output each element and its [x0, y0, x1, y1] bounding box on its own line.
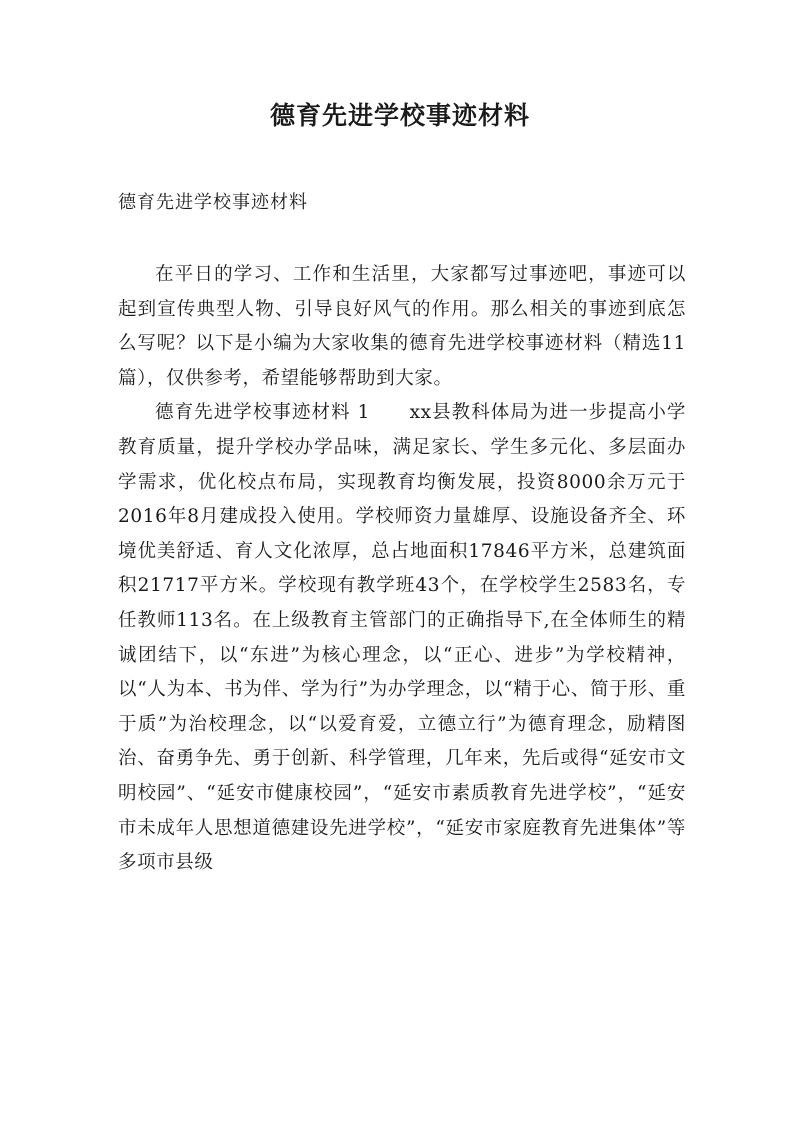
document-subtitle: 德育先进学校事迹材料: [118, 192, 308, 213]
document-body: [118, 258, 686, 881]
intro-paragraph: 在平日的学习、工作和生活里，大家都写过事迹吧，事迹可以起到宣传典型人物、引导良好风气的作用。那么相关的事迹到底怎么写呢？以下是小编为大家收集的德育先进学校事迹材料（精选11篇），仅供参考，希望能够帮助到大家。: [118, 264, 686, 389]
article-paragraph: 德育先进学校事迹材料 1 xx县教科体局为进一步提高小学教育质量，提升学校办学品味，满足家长、学生多元化、多层面办学需求，优化校点布局，实现教育均衡发展，投资8000余万元于2016年8月建成投入使用。学校师资力量雄厚、设施设备齐全、环境优美舒适、育人文化浓厚，总占地面积17846平方米，总建筑面积21717平方米。学校现有教学班43个，在学校学生2583名，专任教师113名。在上级教育主管部门的正确指导下,在全体师生的精诚团结下，以“东进”为核心理念，以“正心、进步”为学校精神，以“人为本、书为伴、学为行”为办学理念，以“精于心、简于形、重于质”为治校理念，以“以爱育爱，立德立行”为德育理念，励精图治、奋勇争先、勇于创新、科学管理，几年来，先后或得“延安市文明校园”、“延安市健康校园”，“延安市素质教育先进学校”，“延安市未成年人思想道德建设先进学校”，“延安市家庭教育先进集体”等多项市县级: [118, 402, 686, 874]
document-title: 德育先进学校事迹材料: [269, 101, 530, 130]
